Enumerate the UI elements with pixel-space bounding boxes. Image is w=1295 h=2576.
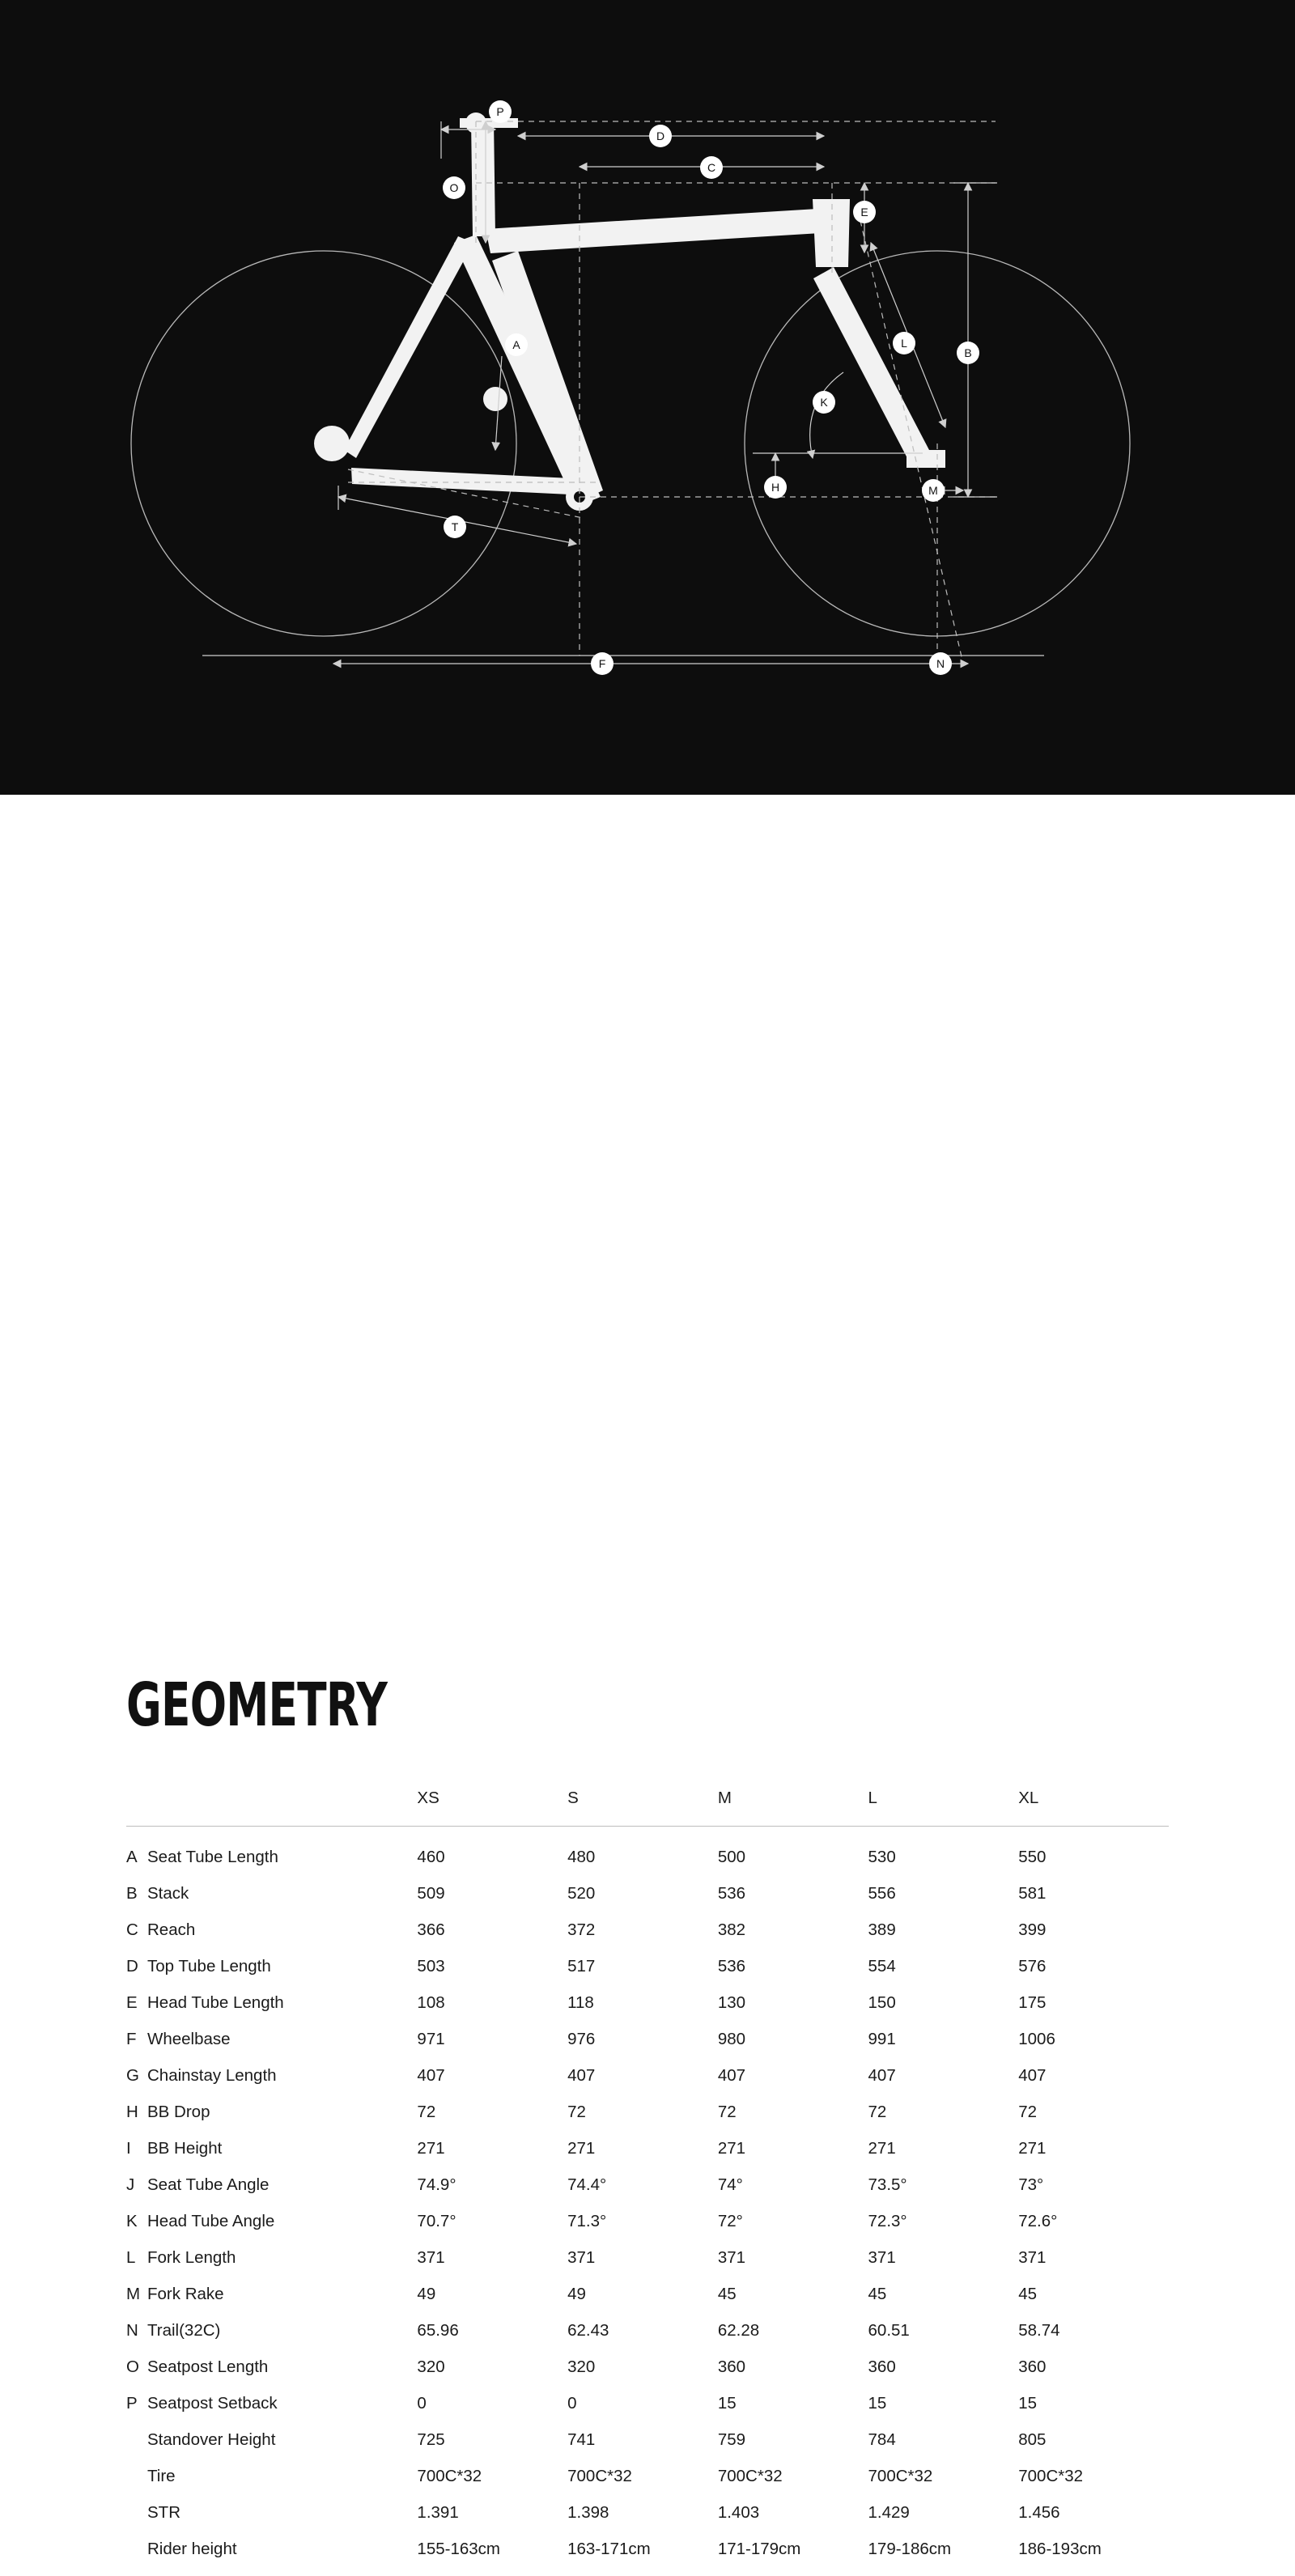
table-cell: 1.456 [1018, 2503, 1169, 2540]
table-cell: 155-163cm [417, 2540, 567, 2576]
table-row [126, 2394, 1169, 2430]
table-row [126, 1920, 1169, 1957]
bike-geometry-diagram [0, 0, 1295, 795]
table-row [126, 2030, 1169, 2066]
row-key: P [126, 2394, 147, 2413]
table-cell: 554 [868, 1957, 1019, 1993]
geometry-table-head [126, 1789, 1169, 1827]
row-label [126, 2066, 417, 2103]
table-cell: 700C*32 [868, 2467, 1019, 2503]
table-cell: 360 [868, 2357, 1019, 2394]
table-cell: 118 [567, 1993, 718, 2030]
table-row [126, 2467, 1169, 2503]
table-cell: 65.96 [417, 2321, 567, 2357]
seat-tube-node [483, 387, 507, 411]
row-label [126, 1884, 417, 1920]
row-key: G [126, 2066, 147, 2086]
table-header-row [126, 1789, 1169, 1827]
table-row [126, 1993, 1169, 2030]
table-cell: 74° [718, 2175, 868, 2212]
row-name: Fork Rake [147, 2285, 224, 2304]
row-key: H [126, 2103, 147, 2122]
table-cell: 360 [718, 2357, 868, 2394]
table-cell: 45 [1018, 2285, 1169, 2321]
table-cell: 407 [567, 2066, 718, 2103]
table-cell: 271 [718, 2139, 868, 2175]
table-cell: 460 [417, 1827, 567, 1885]
row-label [126, 2248, 417, 2285]
svg-text:A: A [512, 338, 520, 351]
table-cell: 700C*32 [1018, 2467, 1169, 2503]
callout-A [505, 333, 528, 356]
row-name: Chainstay Length [147, 2066, 277, 2086]
table-cell: 130 [718, 1993, 868, 2030]
table-cell: 15 [1018, 2394, 1169, 2430]
page-title: GEOMETRY [126, 1675, 387, 1735]
table-cell: 725 [417, 2430, 567, 2467]
row-label [126, 2103, 417, 2139]
table-cell: 399 [1018, 1920, 1169, 1957]
table-cell: 741 [567, 2430, 718, 2467]
table-cell: 371 [718, 2248, 868, 2285]
svg-text:C: C [707, 161, 715, 174]
table-cell: 72 [1018, 2103, 1169, 2139]
row-label [126, 2540, 417, 2576]
table-row [126, 2103, 1169, 2139]
table-cell: 108 [417, 1993, 567, 2030]
geometry-table-wrap [126, 1789, 1169, 2576]
table-cell: 389 [868, 1920, 1019, 1957]
table-row [126, 1957, 1169, 1993]
table-row [126, 1827, 1169, 1885]
row-label [126, 2285, 417, 2321]
table-cell: 71.3° [567, 2212, 718, 2248]
table-cell: 976 [567, 2030, 718, 2066]
table-row [126, 2139, 1169, 2175]
header-size-l: L [868, 1789, 1019, 1827]
table-cell: 72.3° [868, 2212, 1019, 2248]
table-cell: 1.391 [417, 2503, 567, 2540]
table-cell: 49 [417, 2285, 567, 2321]
row-name: Seatpost Length [147, 2357, 268, 2377]
table-cell: 550 [1018, 1827, 1169, 1885]
table-cell: 60.51 [868, 2321, 1019, 2357]
header-size-m: M [718, 1789, 868, 1827]
callout-O [443, 176, 465, 199]
table-cell: 805 [1018, 2430, 1169, 2467]
row-key: I [126, 2139, 147, 2158]
table-cell: 72 [718, 2103, 868, 2139]
table-cell: 73° [1018, 2175, 1169, 2212]
table-cell: 0 [567, 2394, 718, 2430]
svg-text:O: O [450, 181, 459, 194]
svg-text:P: P [496, 105, 503, 118]
callout-C [700, 156, 723, 179]
table-cell: 971 [417, 2030, 567, 2066]
svg-text:M: M [928, 484, 938, 497]
table-cell: 536 [718, 1957, 868, 1993]
table-cell: 980 [718, 2030, 868, 2066]
table-cell: 271 [567, 2139, 718, 2175]
callout-N [929, 652, 952, 675]
table-cell: 366 [417, 1920, 567, 1957]
row-key: K [126, 2212, 147, 2231]
row-name: BB Drop [147, 2103, 210, 2122]
table-cell: 500 [718, 1827, 868, 1885]
row-label [126, 2430, 417, 2467]
callout-M [922, 479, 945, 502]
row-label [126, 1920, 417, 1957]
table-cell: 517 [567, 1957, 718, 1993]
table-cell: 70.7° [417, 2212, 567, 2248]
table-cell: 1.398 [567, 2503, 718, 2540]
table-row [126, 2430, 1169, 2467]
table-cell: 58.74 [1018, 2321, 1169, 2357]
table-cell: 15 [868, 2394, 1019, 2430]
header-size-xl: XL [1018, 1789, 1169, 1827]
table-cell: 74.9° [417, 2175, 567, 2212]
row-name: Trail(32C) [147, 2321, 220, 2340]
row-key: C [126, 1920, 147, 1940]
callout-L [893, 332, 915, 354]
table-cell: 1.429 [868, 2503, 1019, 2540]
table-cell: 186-193cm [1018, 2540, 1169, 2576]
table-cell: 320 [567, 2357, 718, 2394]
row-label [126, 1957, 417, 1993]
table-cell: 536 [718, 1884, 868, 1920]
table-cell: 530 [868, 1827, 1019, 1885]
table-cell: 1006 [1018, 2030, 1169, 2066]
table-row [126, 2248, 1169, 2285]
table-cell: 784 [868, 2430, 1019, 2467]
table-cell: 360 [1018, 2357, 1169, 2394]
table-cell: 72 [417, 2103, 567, 2139]
table-cell: 73.5° [868, 2175, 1019, 2212]
table-row [126, 2540, 1169, 2576]
callout-P [489, 100, 512, 123]
table-cell: 150 [868, 1993, 1019, 2030]
row-label [126, 1827, 417, 1885]
row-label [126, 1993, 417, 2030]
frame-silhouette [314, 118, 945, 507]
table-cell: 1.403 [718, 2503, 868, 2540]
table-cell: 62.28 [718, 2321, 868, 2357]
svg-text:D: D [656, 129, 664, 142]
table-cell: 62.43 [567, 2321, 718, 2357]
row-label [126, 2139, 417, 2175]
table-cell: 163-171cm [567, 2540, 718, 2576]
table-cell: 271 [868, 2139, 1019, 2175]
table-row [126, 2066, 1169, 2103]
table-cell: 271 [1018, 2139, 1169, 2175]
row-name: Wheelbase [147, 2030, 231, 2049]
callout-B [957, 342, 979, 364]
row-label [126, 2357, 417, 2394]
table-cell: 700C*32 [417, 2467, 567, 2503]
row-label [126, 2467, 417, 2503]
row-key: F [126, 2030, 147, 2049]
table-cell: 407 [1018, 2066, 1169, 2103]
table-cell: 407 [868, 2066, 1019, 2103]
row-name: Rider height [147, 2540, 237, 2559]
row-name: BB Height [147, 2139, 222, 2158]
svg-text:N: N [936, 657, 945, 670]
geometry-table-body [126, 1827, 1169, 2576]
row-name: Reach [147, 1920, 195, 1940]
row-key: M [126, 2285, 147, 2304]
callout-F [591, 652, 614, 675]
row-label [126, 2175, 417, 2212]
table-cell: 74.4° [567, 2175, 718, 2212]
table-cell: 382 [718, 1920, 868, 1957]
row-name: Seatpost Setback [147, 2394, 278, 2413]
row-key: E [126, 1993, 147, 2013]
table-cell: 371 [1018, 2248, 1169, 2285]
header-size-xs: XS [417, 1789, 567, 1827]
callout-H [764, 476, 787, 499]
row-name: Top Tube Length [147, 1957, 271, 1976]
header-size-s: S [567, 1789, 718, 1827]
row-name: Seat Tube Length [147, 1848, 278, 1867]
table-cell: 372 [567, 1920, 718, 1957]
callout-E [853, 201, 876, 223]
table-cell: 0 [417, 2394, 567, 2430]
row-name: Stack [147, 1884, 189, 1903]
table-cell: 15 [718, 2394, 868, 2430]
row-key: N [126, 2321, 147, 2340]
row-label [126, 2394, 417, 2430]
table-cell: 175 [1018, 1993, 1169, 2030]
table-row [126, 1884, 1169, 1920]
callout-D [649, 125, 672, 147]
table-cell: 179-186cm [868, 2540, 1019, 2576]
table-cell: 509 [417, 1884, 567, 1920]
table-cell: 700C*32 [567, 2467, 718, 2503]
table-cell: 171-179cm [718, 2540, 868, 2576]
svg-text:H: H [771, 481, 779, 494]
row-name: Tire [147, 2467, 176, 2486]
svg-text:T: T [452, 520, 459, 533]
bike-geometry-diagram-panel [0, 0, 1295, 795]
callout-T [444, 516, 466, 538]
row-key: B [126, 1884, 147, 1903]
table-cell: 991 [868, 2030, 1019, 2066]
table-cell: 556 [868, 1884, 1019, 1920]
table-cell: 576 [1018, 1957, 1169, 1993]
row-name: Standover Height [147, 2430, 275, 2450]
table-row [126, 2175, 1169, 2212]
table-cell: 700C*32 [718, 2467, 868, 2503]
svg-text:F: F [599, 657, 606, 670]
row-name: Head Tube Length [147, 1993, 284, 2013]
table-cell: 72.6° [1018, 2212, 1169, 2248]
table-row [126, 2321, 1169, 2357]
row-key: A [126, 1848, 147, 1867]
table-cell: 759 [718, 2430, 868, 2467]
table-cell: 320 [417, 2357, 567, 2394]
table-cell: 407 [718, 2066, 868, 2103]
table-cell: 503 [417, 1957, 567, 1993]
row-key: J [126, 2175, 147, 2195]
table-row [126, 2285, 1169, 2321]
table-cell: 49 [567, 2285, 718, 2321]
table-row [126, 2212, 1169, 2248]
row-name: Seat Tube Angle [147, 2175, 269, 2195]
row-name: STR [147, 2503, 180, 2523]
table-cell: 371 [868, 2248, 1019, 2285]
table-cell: 407 [417, 2066, 567, 2103]
row-key: D [126, 1957, 147, 1976]
row-name: Fork Length [147, 2248, 236, 2268]
table-row [126, 2357, 1169, 2394]
row-key: O [126, 2357, 147, 2377]
callout-K [813, 391, 835, 414]
table-cell: 371 [417, 2248, 567, 2285]
table-row [126, 2503, 1169, 2540]
row-label [126, 2030, 417, 2066]
geometry-table [126, 1789, 1169, 2576]
table-cell: 271 [417, 2139, 567, 2175]
svg-text:L: L [901, 337, 907, 350]
row-label [126, 2212, 417, 2248]
header-measure [126, 1789, 417, 1827]
row-key: L [126, 2248, 147, 2268]
table-cell: 45 [868, 2285, 1019, 2321]
table-cell: 581 [1018, 1884, 1169, 1920]
table-cell: 45 [718, 2285, 868, 2321]
table-cell: 520 [567, 1884, 718, 1920]
row-label [126, 2503, 417, 2540]
table-cell: 371 [567, 2248, 718, 2285]
svg-text:K: K [820, 396, 828, 409]
row-label [126, 2321, 417, 2357]
table-cell: 480 [567, 1827, 718, 1885]
table-cell: 72 [868, 2103, 1019, 2139]
svg-text:E: E [860, 206, 868, 219]
svg-text:B: B [964, 346, 971, 359]
table-cell: 72° [718, 2212, 868, 2248]
row-name: Head Tube Angle [147, 2212, 274, 2231]
table-cell: 72 [567, 2103, 718, 2139]
